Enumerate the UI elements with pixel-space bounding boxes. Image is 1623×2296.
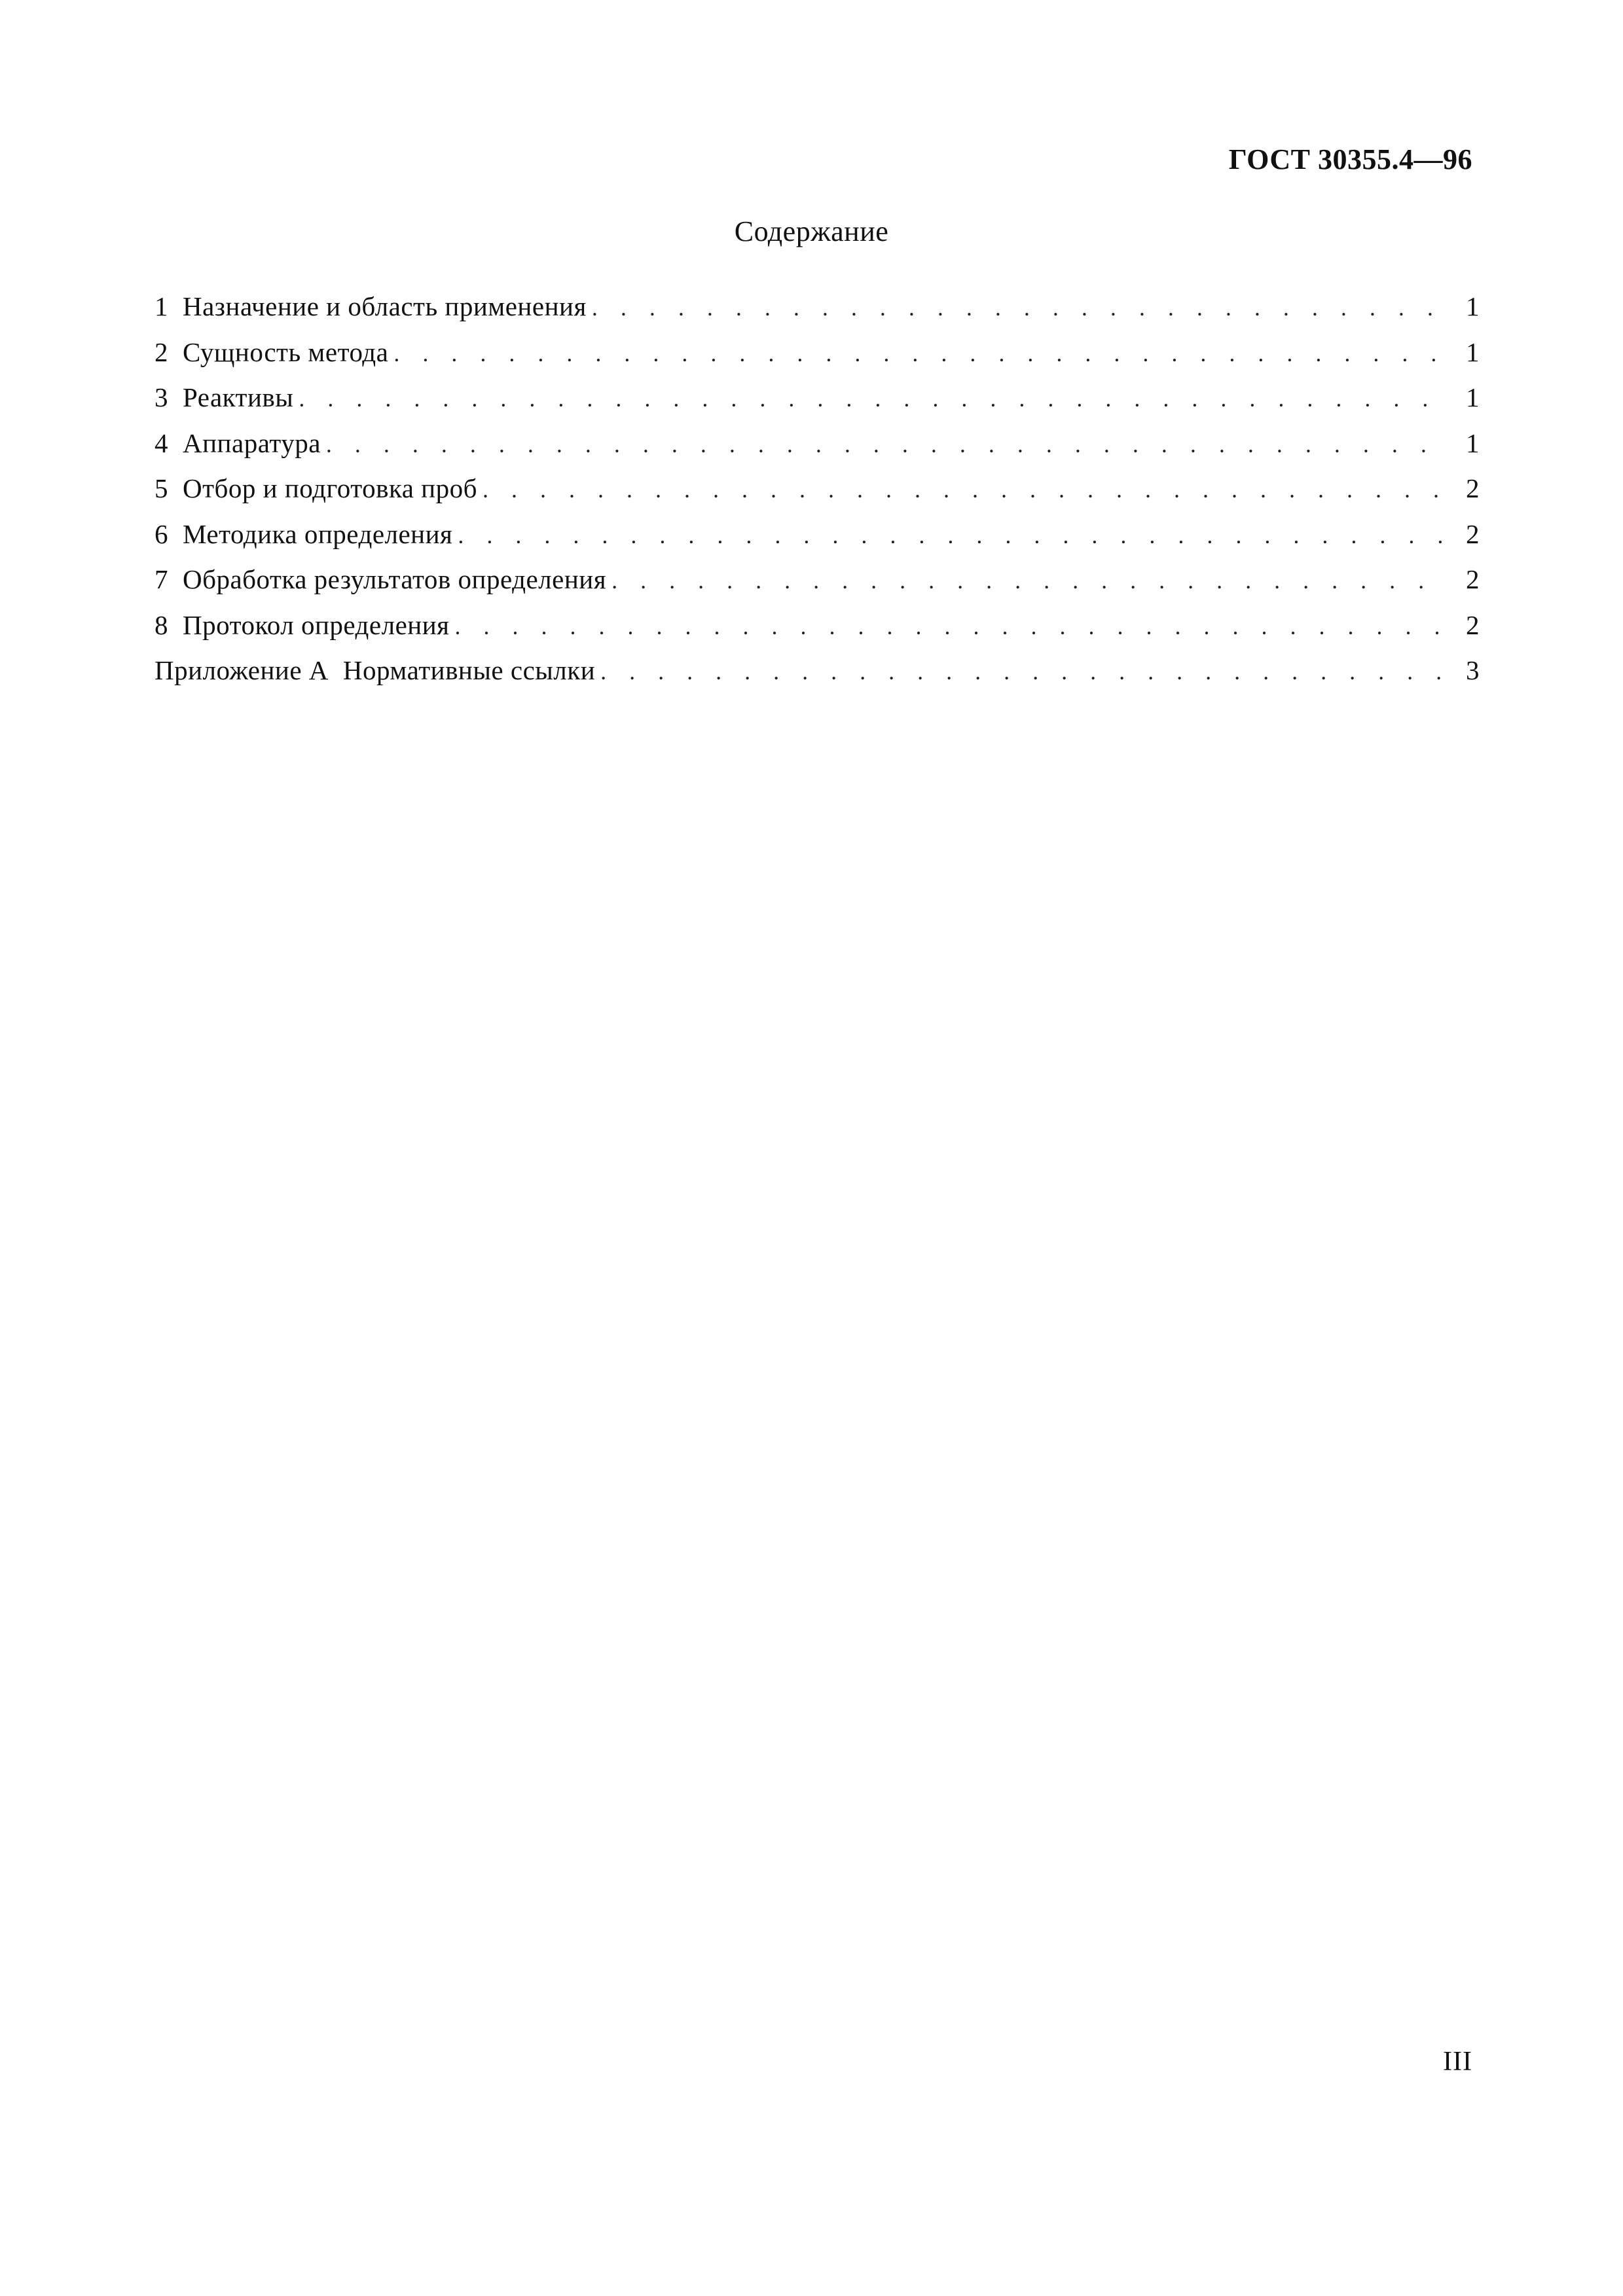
toc-entry[interactable] (155, 336, 1480, 382)
dot-leader (455, 613, 1443, 640)
toc-entry-label (155, 564, 611, 595)
toc-entry-page: 2 (1466, 564, 1480, 594)
toc-entry-title: Отбор и подготовка проб (183, 473, 477, 503)
toc-entry-number: 6 (155, 518, 168, 549)
toc-entry-page: 1 (1466, 427, 1480, 458)
toc-entry-number: 5 (155, 473, 168, 503)
toc-entry[interactable] (155, 518, 1480, 564)
toc-entry-title: Назначение и область применения (183, 291, 587, 321)
toc-entry-label (155, 473, 483, 504)
document-code: ГОСТ 30355.4—96 (1228, 143, 1472, 175)
toc-entry-page: 1 (1466, 291, 1480, 321)
toc-entry-number: 1 (155, 291, 168, 321)
toc-entry[interactable] (155, 427, 1480, 473)
toc-entry-title: Протокол определения (183, 609, 450, 640)
toc-entry-number: 7 (155, 564, 168, 594)
table-of-contents (155, 291, 1480, 700)
dot-leader (611, 567, 1443, 594)
toc-entry-number: 8 (155, 609, 168, 640)
toc-entry-page: 1 (1466, 336, 1480, 367)
toc-entry-number: 2 (155, 336, 168, 367)
toc-entry-page: 2 (1466, 609, 1480, 640)
toc-entry-title: Нормативные ссылки (342, 655, 596, 685)
toc-title: Содержание (734, 215, 889, 247)
page-number: III (1443, 2047, 1472, 2077)
toc-entry-label (155, 518, 458, 550)
dot-leader (326, 431, 1443, 458)
dot-leader (592, 294, 1443, 321)
toc-entry-appendix[interactable] (155, 655, 1480, 700)
toc-entry[interactable] (155, 564, 1480, 609)
dot-leader (393, 340, 1443, 367)
toc-entry-title: Аппаратура (183, 427, 321, 458)
toc-entry-number: 3 (155, 382, 168, 412)
toc-entry-number: 4 (155, 427, 168, 458)
toc-entry-number: Приложение А (155, 655, 329, 685)
toc-entry-page: 3 (1466, 655, 1480, 685)
toc-entry-page: 2 (1466, 518, 1480, 549)
toc-entry-title: Методика определения (183, 518, 453, 549)
toc-entry-label (155, 427, 326, 459)
toc-entry-page: 1 (1466, 382, 1480, 412)
toc-entry-label (155, 609, 455, 641)
dot-leader (458, 522, 1443, 549)
dot-leader (483, 476, 1443, 503)
toc-entry-label (155, 336, 393, 368)
toc-entry[interactable] (155, 291, 1480, 336)
toc-entry-page: 2 (1466, 473, 1480, 503)
toc-entry-label (155, 291, 592, 322)
toc-entry[interactable] (155, 609, 1480, 655)
dot-leader (600, 658, 1443, 685)
toc-entry[interactable] (155, 382, 1480, 427)
toc-entry-label (155, 655, 600, 686)
toc-entry-label (155, 382, 299, 413)
toc-entry[interactable] (155, 473, 1480, 518)
toc-entry-title: Реактивы (183, 382, 294, 412)
toc-entry-title: Сущность метода (183, 336, 389, 367)
dot-leader (299, 385, 1443, 412)
toc-entry-title: Обработка результатов определения (183, 564, 607, 594)
